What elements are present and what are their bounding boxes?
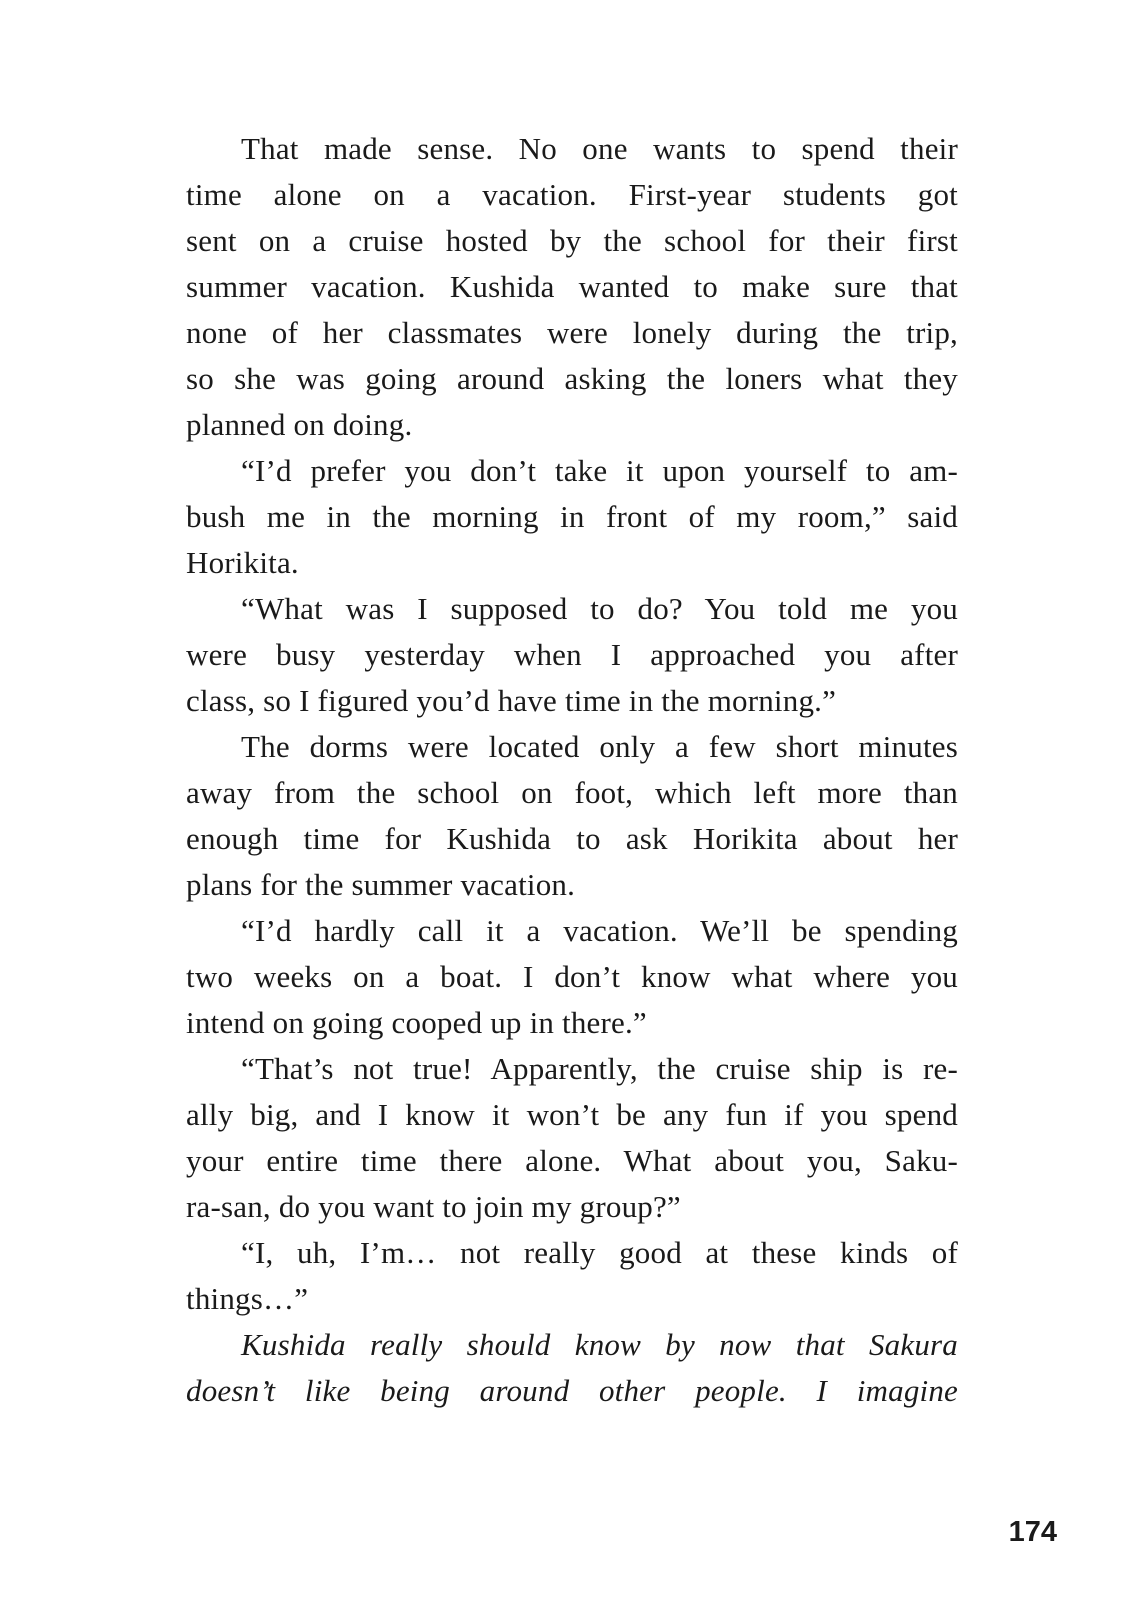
paragraph (186, 908, 958, 1046)
text-line: “I’d prefer you don’t take it upon yourself to am- (241, 453, 958, 488)
paragraph (186, 724, 958, 908)
paragraph (186, 586, 958, 724)
text-line: two weeks on a boat. I don’t know what where you (186, 959, 958, 994)
paragraph (186, 126, 958, 448)
text-line: so she was going around asking the loners what they (186, 361, 958, 396)
text-line: That made sense. No one wants to spend their (241, 131, 958, 166)
text-line: intend on going cooped up in there.” (186, 1005, 647, 1040)
text-line: doesn’t like being around other people. I imagine (186, 1373, 958, 1408)
text-line: class, so I figured you’d have time in the morning.” (186, 683, 837, 718)
text-line: plans for the summer vacation. (186, 867, 576, 902)
text-line: “I’d hardly call it a vacation. We’ll be spending (241, 913, 958, 948)
text-line: were busy yesterday when I approached you after (186, 637, 958, 672)
text-line: away from the school on foot, which left more than (186, 775, 958, 810)
paragraph (186, 1322, 958, 1414)
text-line: “That’s not true! Apparently, the cruise ship is re- (241, 1051, 958, 1086)
paragraph (186, 1230, 958, 1322)
text-line: The dorms were located only a few short minutes (241, 729, 958, 764)
text-line: time alone on a vacation. First-year students got (186, 177, 958, 212)
page-text (186, 126, 958, 1414)
page-number: 174 (1008, 1516, 1057, 1548)
paragraph (186, 1046, 958, 1230)
text-line: “I, uh, I’m… not really good at these kinds of (241, 1235, 958, 1270)
text-line: none of her classmates were lonely during the trip, (186, 315, 958, 350)
text-line: “What was I supposed to do? You told me you (241, 591, 958, 626)
text-line: summer vacation. Kushida wanted to make sure that (186, 269, 958, 304)
text-line: planned on doing. (186, 407, 413, 442)
text-line: ra-san, do you want to join my group?” (186, 1189, 681, 1224)
text-line: bush me in the morning in front of my room,” said (186, 499, 958, 534)
text-line: Kushida really should know by now that Sakura (241, 1327, 958, 1362)
text-line: your entire time there alone. What about you, Saku- (186, 1143, 958, 1178)
text-line: ally big, and I know it won’t be any fun if you spend (186, 1097, 958, 1132)
text-line: sent on a cruise hosted by the school for their first (186, 223, 958, 258)
text-line: enough time for Kushida to ask Horikita about her (186, 821, 958, 856)
text-line: things…” (186, 1281, 309, 1316)
text-line: Horikita. (186, 545, 299, 580)
paragraph (186, 448, 958, 586)
